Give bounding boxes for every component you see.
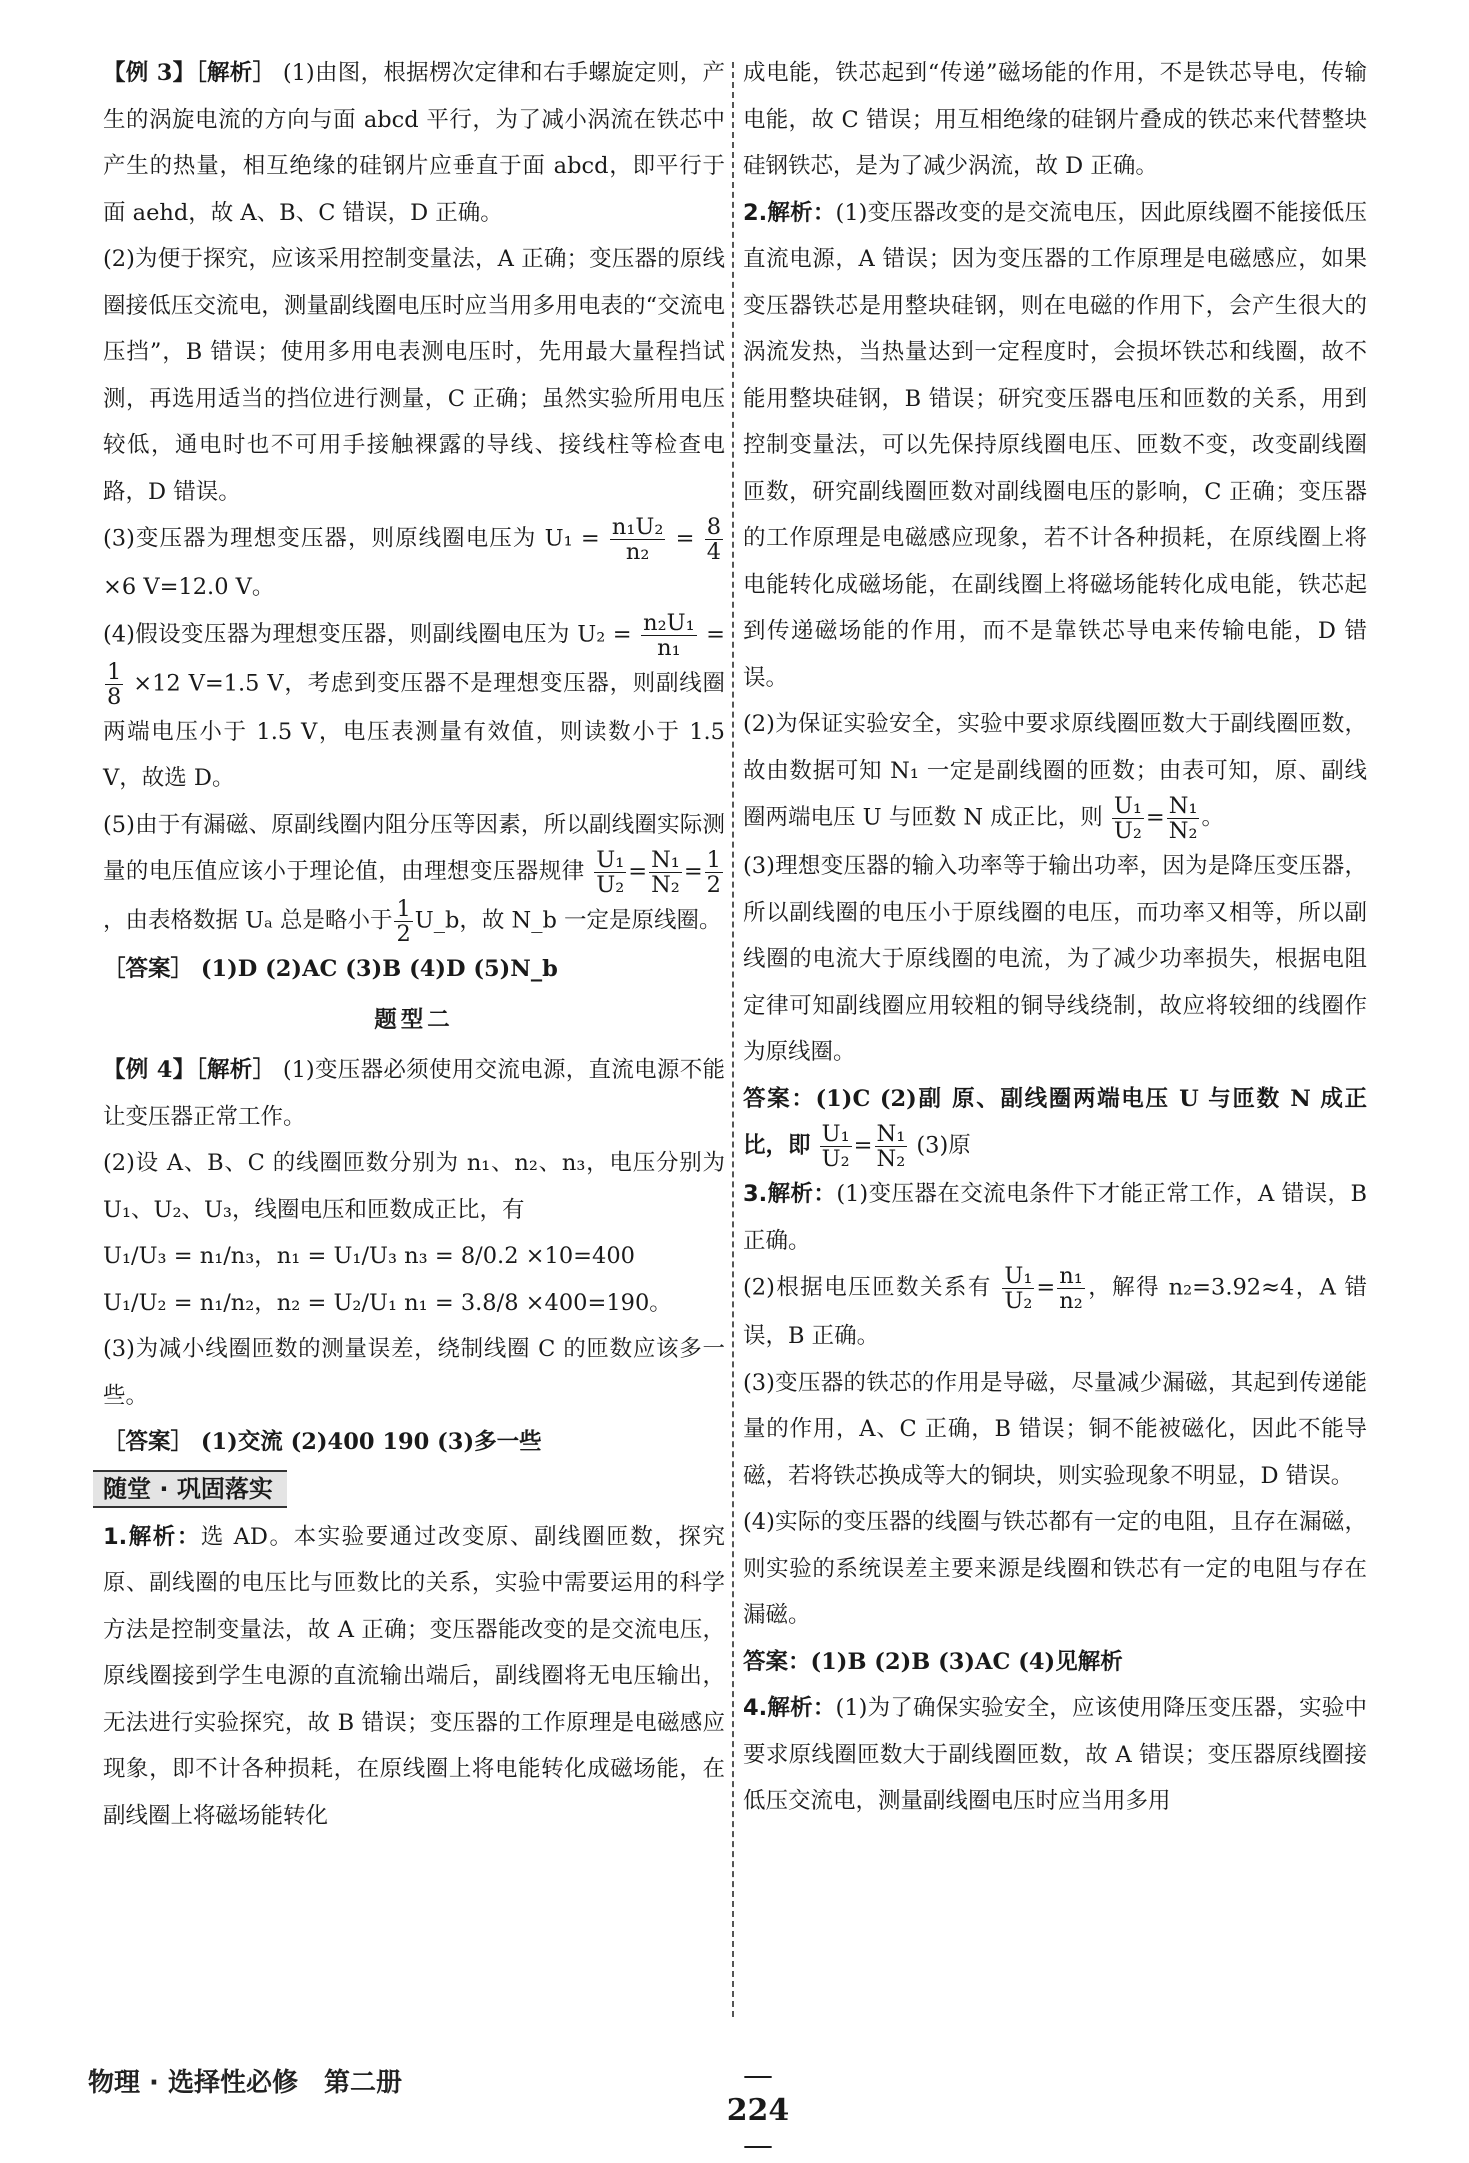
fraction bbox=[705, 515, 723, 564]
example-3-analysis-5: (5)由于有漏磁、原副线圈内阻分压等因素，所以副线圈实际测量的电压值应该小于理论值，由理想变压器规律 $\frac{\text{U₁}}{\text{U₂}}$ = $\frac{\text{N₁}}{\text{N₂}}$ = $\frac{1}{2}$ ，由表格数据 Uₐ 总是略小于 $\frac{1}{2}$ U_b，故 N_b 一定是原线圈。 bbox=[103, 811, 725, 947]
question-2-analysis-3: (3)理想变压器的输入功率等于输出功率，因为是降压变压器，所以副线圈的电压小于原线圈的电压，而功率又相等，所以副线圈的电流大于原线圈的电流，为了减少功率损失，根据电阻定律可知副线圈应用较粗的铜导线绕制，故应将较细的线圈作为原线圈。 bbox=[743, 853, 1367, 1065]
question-2-text-2: (2)为保证实验安全，实验中要求原线圈匝数大于副线圈匝数，故由数据可知 N₁ 一定是副线圈的匝数；由表可知，原、副线圈两端电压 U 与匝数 N 成正比，则 bbox=[743, 711, 1367, 831]
fraction-den: 4 bbox=[706, 539, 722, 565]
example-3-analysis-2: (2)为便于探究，应该采用控制变量法，A 正确；变压器的原线圈接低压交流电，测量副线圈电压时应当用多用电表的“交流电压挡”，B 错误；使用多用电表测电压时，先用最大量程挡试测，再选用适当的挡位进行测量，C 正确；虽然实验所用电压较低，通电时也不可用手接触裸露的导线、接线柱等检查电路，D 错误。 bbox=[103, 246, 725, 505]
fraction-num: U₁ bbox=[596, 847, 625, 873]
ex3-p3-result: ×6 V=12.0 V。 bbox=[103, 574, 275, 600]
question-3-analysis-3: (3)变压器的铁芯的作用是导磁，尽量减少漏磁，其起到传递能量的作用，A、C 正确，B 错误；铜不能被磁化，因此不能导磁，若将铁芯换成等大的铜块，则实验现象不明显，D 错误。 bbox=[743, 1369, 1367, 1489]
question-3-text-1: (1)变压器在交流电条件下才能正常工作，A 错误，B 正确。 bbox=[743, 1181, 1367, 1254]
fraction-den: N₂ bbox=[651, 872, 680, 898]
equals-sign: = bbox=[706, 621, 726, 647]
fraction-num: N₁ bbox=[651, 847, 680, 873]
ex3-p4-result: ×12 V=1.5 V，考虑到变压器不是理想变压器，则副线圈两端电压小于 1.5 V，电压表测量有效值，则读数小于 1.5 V，故选 D。 bbox=[103, 670, 726, 791]
fraction-num: N₁ bbox=[876, 1121, 906, 1147]
fraction bbox=[641, 611, 697, 660]
right-column bbox=[743, 50, 1367, 1825]
fraction-den: 8 bbox=[107, 683, 122, 710]
fraction-den: 2 bbox=[706, 872, 721, 898]
left-column bbox=[103, 50, 725, 1839]
fraction-den: U₂ bbox=[596, 872, 625, 898]
fraction-den: n₂ bbox=[1059, 1288, 1083, 1314]
fraction-num: n₁ bbox=[1059, 1263, 1083, 1289]
example-3-analysis-3 bbox=[103, 515, 725, 611]
question-1-continued: 成电能，铁芯起到“传递”磁场能的作用，不是铁芯导电，传输电能，故 C 错误；用互相绝缘的硅钢片叠成的铁芯来代替整块硅钢铁芯，是为了减少涡流，故 D 正确。 bbox=[743, 60, 1367, 179]
fraction-den: n₁ bbox=[657, 634, 681, 661]
fraction-num: n₂U₁ bbox=[643, 609, 695, 636]
fraction bbox=[649, 848, 682, 897]
fraction bbox=[820, 1122, 852, 1171]
analysis-label: 解析： bbox=[767, 1181, 837, 1207]
question-3-text-2: (2)根据电压匝数关系有 bbox=[743, 1274, 992, 1301]
fraction-num: 1 bbox=[706, 847, 721, 873]
example-4-tag: 【例 4】［解析］ bbox=[103, 1057, 276, 1083]
question-3-analysis-4: (4)实际的变压器的线圈与铁芯都有一定的电阻，且存在漏磁，则实验的系统误差主要来源是线圈和铁芯有一定的电阻与存在漏磁。 bbox=[743, 1509, 1367, 1628]
example-3-analysis-4 bbox=[103, 611, 725, 802]
equals-sign: = bbox=[675, 525, 695, 552]
question-number: 1. bbox=[103, 1523, 128, 1550]
fraction bbox=[105, 660, 123, 709]
example-3-text-1: (1)由图，根据楞次定律和右手螺旋定则，产生的涡旋电流的方向与面 abcd 平行，为了减小涡流在铁芯中产生的热量，相互绝缘的硅钢片应垂直于面 abcd，即平行于面 aehd，故 A、B、C 错误，D 正确。 bbox=[103, 60, 725, 226]
question-2-analysis-2: (2)为保证实验安全，实验中要求原线圈匝数大于副线圈匝数，故由数据可知 N₁ 一定是副线圈的匝数；由表可知，原、副线圈两端电压 U 与匝数 N 成正比，则 $\frac{\text{U₁}}{\text{U₂}}$ = $\frac{\text{N₁}}{\text{N₂}}$ 。 bbox=[743, 711, 1367, 844]
example-4-analysis-2: (2)设 A、B、C 的线圈匝数分别为 n₁、n₂、n₃，电压分别为 U₁、U₂、U₃，线圈电压和匝数成正比，有 bbox=[103, 1150, 725, 1223]
fraction bbox=[875, 1122, 908, 1171]
fraction bbox=[1002, 1264, 1034, 1313]
ex3-p4-text: (4)假设变压器为理想变压器，则副线圈电压为 U₂ = bbox=[103, 621, 632, 647]
question-2-answer-text: 答案：(1)C (2)副 原、副线圈两端电压 U 与匝数 N 成正比，即 bbox=[743, 1085, 1367, 1159]
example-3-tag: 【例 3】［解析］ bbox=[103, 60, 276, 86]
example-3-answer: ［答案］ (1)D (2)AC (3)B (4)D (5)N_b bbox=[103, 956, 558, 982]
question-4 bbox=[743, 1685, 1367, 1825]
fraction-den: N₂ bbox=[1168, 818, 1198, 844]
analysis-label: 解析： bbox=[127, 1523, 201, 1550]
question-3-analysis-1 bbox=[743, 1171, 1367, 1264]
question-3-text-2b: ，解得 n₂=3.92≈4，A 错误，B 正确。 bbox=[743, 1274, 1368, 1349]
fraction-den: U₂ bbox=[821, 1146, 850, 1172]
question-2-answer-end: (3)原 bbox=[909, 1132, 971, 1159]
example-4-analysis-3: (3)为减小线圈匝数的测量误差，绕制线圈 C 的匝数应该多一些。 bbox=[103, 1336, 725, 1409]
analysis-label: 解析： bbox=[767, 1695, 836, 1721]
fraction bbox=[594, 848, 626, 897]
type-2-heading: 题型二 bbox=[374, 1006, 454, 1033]
fraction bbox=[394, 897, 412, 946]
fraction-num: 1 bbox=[396, 896, 411, 922]
book-title: 物理 · 选择性必修 第二册 bbox=[88, 2068, 402, 2098]
ex3-p5-text-2: ，由表格数据 Uₐ 总是略小于 bbox=[103, 907, 393, 934]
question-2-text-1: (1)变压器改变的是交流电压，因此原线圈不能接低压直流电源，A 错误；因为变压器的工作原理是电磁感应，如果变压器铁芯是用整块硅钢，则在电磁的作用下，会产生很大的涡流发热，当热量达到一定程度时，会损坏铁芯和线圈，故不能用整块硅钢，B 错误；研究变压器电压和匝数的关系，用到控制变量法，可以先保持原线圈电压、匝数不变，改变副线圈匝数，研究副线圈匝数对副线圈电压的影响，C 正确；变压器的工作原理是电磁感应现象，若不计各种损耗，在原线圈上将电能转化成磁场能，在副线圈上将磁场能转化成电能，铁芯起到传递磁场能的作用，而不是靠铁芯导电来传输电能，D 错误。 bbox=[743, 199, 1367, 691]
question-1-text: 选 AD。本实验要通过改变原、副线圈匝数，探究原、副线圈的电压比与匝数比的关系，实验中需要运用的科学方法是控制变量法，故 A 正确；变压器能改变的是交流电压，原线圈接到学生电源的直流输出端后，副线圈将无电压输出，无法进行实验探究，故 B 错误；变压器的工作原理是电磁感应现象，即不计各种损耗，在原线圈上将电能转化成磁场能，在副线圈上将磁场能转化 bbox=[103, 1523, 725, 1829]
question-number: 3. bbox=[743, 1181, 768, 1207]
fraction-den: n₂ bbox=[625, 539, 650, 565]
ex3-p5-text-3: U_b，故 N_b 一定是原线圈。 bbox=[414, 907, 722, 934]
analysis-label: 解析： bbox=[767, 199, 836, 226]
fraction-num: n₁U₂ bbox=[611, 514, 664, 540]
ex3-p3-text: (3)变压器为理想变压器，则原线圈电压为 U₁ = bbox=[103, 525, 600, 552]
section-title: 随堂 · 巩固落实 bbox=[93, 1470, 287, 1508]
fraction bbox=[610, 515, 666, 564]
fraction-num: U₁ bbox=[1113, 793, 1142, 819]
question-1 bbox=[103, 1514, 725, 1840]
example-4-analysis-1 bbox=[103, 1047, 725, 1140]
example-4-answer: ［答案］ (1)交流 (2)400 190 (3)多一些 bbox=[103, 1429, 542, 1455]
example-4-text-1: (1)变压器必须使用交流电源，直流电源不能让变压器正常工作。 bbox=[103, 1057, 725, 1130]
fraction-num: 8 bbox=[706, 514, 722, 540]
question-number: 2. bbox=[743, 199, 768, 226]
fraction-num: U₁ bbox=[1004, 1263, 1033, 1289]
page-footer bbox=[88, 2062, 1388, 2128]
fraction bbox=[1167, 794, 1200, 843]
fraction bbox=[1112, 794, 1144, 843]
period: 。 bbox=[1201, 804, 1224, 831]
example-4-equation-1: U₁/U₃ = n₁/n₃，n₁ = U₁/U₃ n₃ = 8/0.2 ×10=400 bbox=[103, 1243, 635, 1269]
fraction bbox=[705, 848, 723, 897]
question-3-analysis-2: (2)根据电压匝数关系有 $\frac{\text{U₁}}{\text{U₂}}$ = $\frac{\text{n₁}}{\text{n₂}}$ ，解得 n₂=3.92≈4，A 错误，B 正确。 bbox=[743, 1263, 1368, 1349]
question-2-answer: 答案：(1)C (2)副 原、副线圈两端电压 U 与匝数 N 成正比，即 $\frac{\text{U₁}}{\text{U₂}}$ = $\frac{\text{N₁}}{\text{N₂}}$ (3)原 bbox=[743, 1085, 1367, 1172]
fraction-den: U₂ bbox=[1004, 1288, 1033, 1314]
page-number: — 224 — bbox=[708, 2058, 808, 2163]
fraction-num: 1 bbox=[107, 658, 122, 685]
example-4-equation-2: U₁/U₂ = n₁/n₂，n₂ = U₂/U₁ n₁ = 3.8/8 ×400=190。 bbox=[103, 1289, 672, 1316]
fraction-den: N₂ bbox=[876, 1146, 906, 1172]
question-3-answer: 答案：(1)B (2)B (3)AC (4)见解析 bbox=[743, 1648, 1123, 1675]
question-4-text: (1)为了确保实验安全，应该使用降压变压器，实验中要求原线圈匝数大于副线圈匝数，故 A 错误；变压器原线圈接低压交流电，测量副线圈电压时应当用多用 bbox=[743, 1695, 1367, 1814]
fraction-den: 2 bbox=[396, 921, 411, 947]
fraction-den: U₂ bbox=[1113, 818, 1142, 844]
example-3-analysis-1 bbox=[103, 50, 725, 236]
column-divider bbox=[732, 62, 734, 2017]
ex3-p5-text: (5)由于有漏磁、原副线圈内阻分压等因素，所以副线圈实际测量的电压值应该小于理论值，由理想变压器规律 bbox=[103, 811, 725, 885]
fraction-num: N₁ bbox=[1168, 793, 1198, 819]
question-number: 4. bbox=[743, 1695, 768, 1721]
question-2-analysis-1 bbox=[743, 190, 1367, 702]
fraction-num: U₁ bbox=[821, 1121, 850, 1147]
fraction bbox=[1057, 1264, 1085, 1313]
